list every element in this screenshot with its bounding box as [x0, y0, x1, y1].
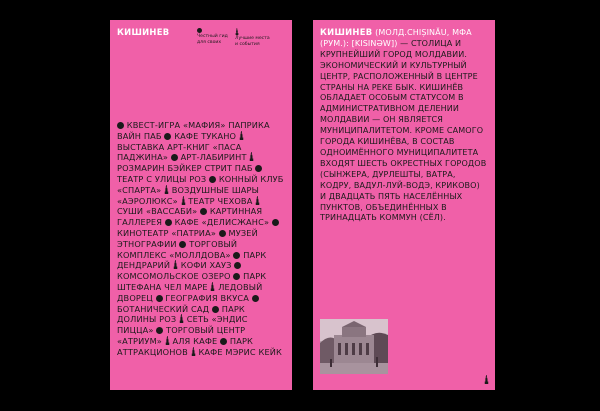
venue-name: КАРТИННАЯ ГАЛЛЕРЕЯ — [117, 206, 263, 228]
black-dot-icon — [117, 122, 124, 129]
black-dot-icon — [209, 176, 216, 183]
venue-name: ПАРК ДОЛИНЫ РОЗ — [117, 303, 245, 325]
venue-name: СЕТЬ «ЭНДИС ПИЦЦА» — [117, 314, 248, 336]
right-page — [313, 20, 495, 390]
tag-places-line-2: и события — [235, 41, 260, 47]
tag-places — [235, 28, 270, 47]
black-dot-icon — [164, 133, 171, 140]
black-dot-icon — [220, 338, 227, 345]
black-dot-icon — [252, 295, 259, 302]
venue-name: КИНОТЕАТР «ПАТРИА» — [117, 227, 216, 238]
venue-name: ТЕАТР С УЛИЦЫ РОЗ — [117, 173, 207, 184]
left-page — [110, 20, 292, 390]
venue-name: ВЫСТАВКА АРТ-КНИГ «ПАСА ПАДЖИНА» — [117, 141, 242, 163]
venue-name: КОФИ ХАУЗ — [180, 260, 232, 271]
venue-item — [165, 217, 269, 227]
black-dot-icon — [197, 28, 202, 33]
venue-name: КАФЕ МЭРИС КЕЙК — [198, 346, 283, 357]
statue-icon — [191, 347, 196, 356]
venue-name: БОТАНИЧЕСКИЙ САД — [117, 303, 210, 314]
venue-name: КАФЕ «ДЕЛИСЖАНС» — [174, 217, 270, 228]
venue-item — [156, 293, 249, 303]
venue-name: РОЗМАРИН БЭЙКЕР СТРИТ ПАБ — [117, 163, 253, 174]
black-dot-icon — [212, 306, 219, 313]
venue-name: ТЕАТР ЧЕХОВА — [188, 195, 253, 206]
venue-name: ПАРК АТТРАКЦИОНОВ — [117, 335, 253, 357]
venue-name: ПАПРИКА ВАЙН ПАБ — [117, 120, 270, 141]
statue-icon — [173, 260, 178, 269]
statue-icon — [179, 314, 184, 323]
venue-item — [181, 196, 253, 206]
venue-name: КАФЕ ТУКАНО — [174, 130, 237, 141]
venue-name: ТОРГОВЫЙ КОМПЛЕКС «МОЛЛДОВА» — [117, 238, 238, 260]
statue-icon — [255, 196, 260, 205]
black-dot-icon — [156, 295, 163, 302]
venue-item — [171, 152, 247, 162]
tag-guide-line-1: Честный гид — [197, 34, 228, 39]
black-dot-icon — [156, 327, 163, 334]
black-dot-icon — [165, 219, 172, 226]
building-photo — [320, 319, 388, 374]
tag-guide-line-2: для своих — [197, 39, 222, 45]
venue-name: КВЕСТ-ИГРА «МАФИЯ» — [126, 120, 226, 130]
venue-name: ЛЕДОВЫЙ ДВОРЕЦ — [117, 281, 263, 303]
venue-item — [117, 120, 226, 130]
venue-name: ТОРГОВЫЙ ЦЕНТР «АТРИУМ» — [117, 325, 246, 346]
city-title: КИШИНЕВ — [320, 27, 373, 37]
city-title: КИШИНЕВ — [117, 27, 170, 37]
statue-icon — [239, 131, 244, 140]
venue-name: ВОЗДУШНЫЕ ШАРЫ «АЭРОЛЮКС» — [117, 184, 259, 206]
statue-icon — [210, 282, 215, 291]
venue-name: КОМСОМОЛЬСКОЕ ОЗЕРО — [117, 271, 231, 282]
venue-list — [117, 120, 285, 358]
black-dot-icon — [272, 219, 279, 226]
venue-name: КОННЫЙ КЛУБ «СПАРТА» — [117, 173, 284, 195]
black-dot-icon — [219, 230, 226, 237]
statue-icon — [249, 152, 254, 161]
black-dot-icon — [255, 165, 262, 172]
statue-icon — [181, 196, 186, 205]
black-dot-icon — [200, 208, 207, 215]
venue-name: МУЗЕЙ ЭТНОГРАФИИ — [117, 227, 258, 249]
black-dot-icon — [179, 241, 186, 248]
venue-name: ПАРК ДЕНДРАРИЙ — [117, 249, 267, 271]
black-dot-icon — [234, 262, 241, 269]
statue-icon — [164, 185, 169, 194]
tag-places-line-1: Лучшие места — [235, 36, 270, 41]
venue-item — [173, 260, 232, 270]
city-description — [320, 27, 488, 224]
venue-item — [164, 131, 236, 141]
statue-icon — [235, 28, 239, 35]
venue-name: СУШИ «ВАССАБИ» — [117, 206, 198, 217]
venue-item — [165, 336, 218, 346]
venue-item — [191, 347, 282, 357]
black-dot-icon — [233, 252, 240, 259]
tag-guide — [197, 28, 228, 45]
venue-name: АРТ-ЛАБИРИНТ — [180, 152, 247, 163]
statue-icon — [484, 375, 489, 384]
venue-name: ГЕОГРАФИЯ ВКУСА — [165, 292, 249, 303]
venue-name: ПАРК ШТЕФАНА ЧЕЛ МАРЕ — [117, 271, 267, 292]
venue-name: АЛЯ КАФЕ — [172, 335, 218, 346]
left-header — [117, 27, 285, 63]
black-dot-icon — [171, 154, 178, 161]
description-body: — СТОЛИЦА И КРУПНЕЙШИЙ ГОРОД МОЛДАВИИ. ЭКОНОМИЧЕСКИЙ И КУЛЬТУРНЫЙ ЦЕНТР, РАСПОЛОЖЕННЫЙ В ЦЕНТРЕ СТРАНЫ НА РЕКЕ БЫК. КИШИНЁВ ОБЛАДАЕТ ОСОБЫМ СТАТУСОМ В АДМИНИСТРАТИВНОМ ДЕЛЕНИИ МОЛДАВИИ — ОН ЯВЛЯЕТСЯ МУНИЦИПАЛИТЕТОМ. КРОМЕ САМОГО ГОРОДА КИШИНЁВА, В СОСТАВ ОДНОИМЁННОГО МУНИЦИПАЛИТЕТА ВХОДЯТ ШЕСТЬ ОКРЕСТНЫХ ГОРОДОВ (СЫНЖЕРА, ДУРЛЕШТЫ, ВАТРА, КОДРУ, ВАДУЛ-ЛУЙ-ВОДЭ, КРИКОВО) И ДВАДЦАТЬ ПЯТЬ НАСЕЛЁННЫХ ПУНКТОВ, ОБЪЕДИНЁННЫХ В ТРИНАДЦАТЬ КОММУН (СЁЛ). — [320, 38, 487, 223]
black-dot-icon — [233, 273, 240, 280]
etymology-text: (МОЛД.CHIȘINĂU, МФА (РУМ.): [KISINƏW]) — [320, 28, 472, 48]
statue-icon — [165, 336, 170, 345]
